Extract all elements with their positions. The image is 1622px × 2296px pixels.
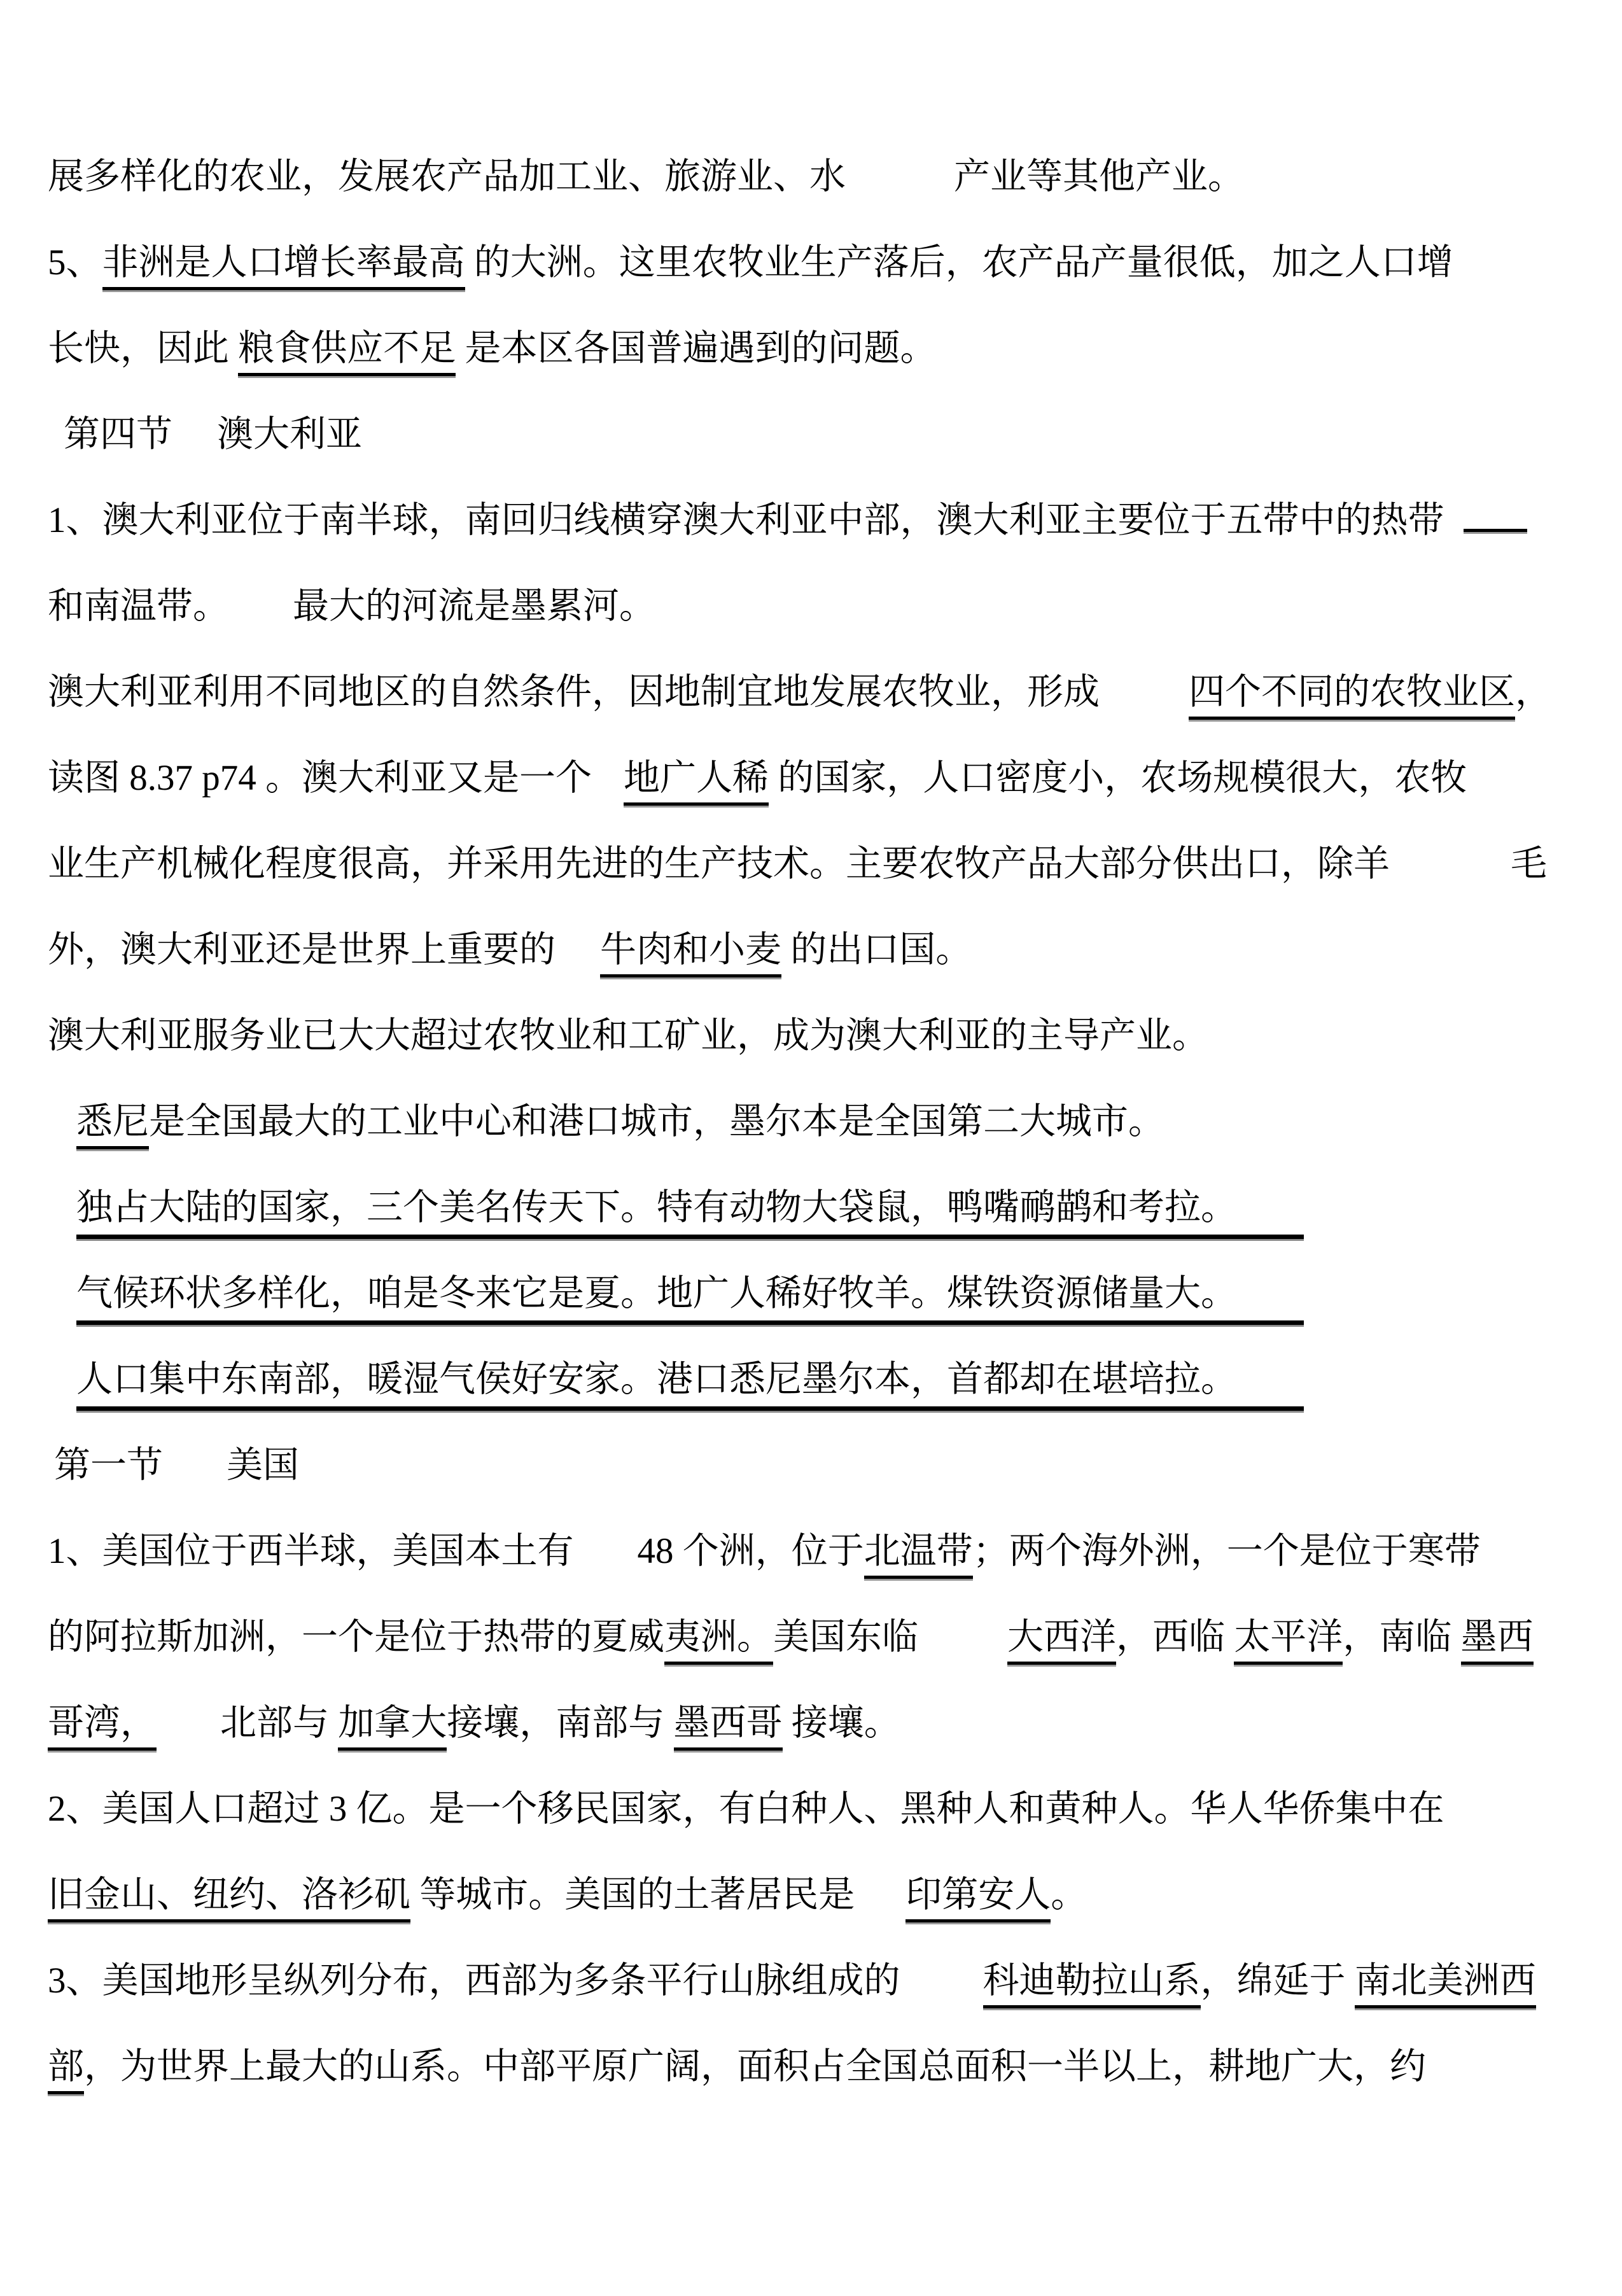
text-line bbox=[48, 305, 1584, 391]
underlined-text: 加拿大 bbox=[338, 1703, 447, 1751]
text-run: 5、 bbox=[48, 242, 102, 283]
underlined-text: 太平洋 bbox=[1234, 1617, 1343, 1665]
spacer bbox=[846, 187, 954, 188]
text-run: 48 个洲，位于 bbox=[637, 1531, 864, 1571]
underlined-text: 地广人稀 bbox=[624, 758, 769, 806]
text-line bbox=[48, 1250, 1584, 1336]
text-run: 的大洲。这里农牧业生产落后，农产品产量很低，加之人口增 bbox=[465, 242, 1453, 283]
text-line bbox=[48, 2024, 1584, 2110]
text-line bbox=[48, 735, 1584, 821]
spacer bbox=[163, 1476, 227, 1477]
spacer bbox=[900, 1991, 983, 1992]
text-run: 澳大利亚 bbox=[217, 414, 362, 454]
underlined-text: 非洲是人口增长率最高 bbox=[102, 242, 465, 290]
text-run: 最大的河流是墨累河。 bbox=[293, 586, 655, 626]
underlined-text: 部 bbox=[48, 2047, 84, 2094]
text-run: ，为世界上最大的山系。中部平原广阔，面积占全国总面积一半以上，耕地广大，约 bbox=[84, 2047, 1426, 2087]
text-run: 展多样化的农业，发展农产品加工业、旅游业、水 bbox=[48, 157, 846, 197]
text-line bbox=[48, 563, 1584, 649]
text-run: ，绵延于 bbox=[1200, 1961, 1355, 2001]
text-line bbox=[48, 477, 1584, 563]
text-run: 是全国最大的工业中心和港口城市，墨尔本是全国第二大城市。 bbox=[149, 1102, 1164, 1142]
text-line bbox=[48, 1680, 1584, 1766]
text-line bbox=[48, 907, 1584, 993]
text-run: 。 bbox=[1051, 1875, 1087, 1915]
underlined-text: 墨西 bbox=[1461, 1617, 1534, 1665]
spacer bbox=[1444, 531, 1464, 532]
text-run: 业生产机械化程度很高，并采用先进的生产技术。主要农牧产品大部分供出口，除羊 bbox=[48, 844, 1390, 884]
text-line bbox=[48, 1079, 1584, 1165]
text-run: 澳大利亚利用不同地区的自然条件，因地制宜地发展农牧业，形成 bbox=[48, 672, 1100, 712]
text-line bbox=[48, 1336, 1584, 1422]
spacer bbox=[574, 1562, 638, 1563]
text-run: 2、美国人口超过 3 亿。是一个移民国家，有白种人、黑种人和黄种人。华人华侨集中在 bbox=[48, 1789, 1444, 1829]
fill-in-blank-line bbox=[1464, 496, 1527, 532]
text-run: ， bbox=[1515, 672, 1551, 712]
text-line bbox=[48, 1594, 1584, 1680]
underlined-text: 旧金山、纽约、洛衫矶 bbox=[48, 1875, 410, 1922]
underlined-text: 夷洲。 bbox=[664, 1617, 773, 1665]
text-run: ，西临 bbox=[1116, 1617, 1234, 1657]
spacer bbox=[592, 788, 624, 790]
spacer bbox=[157, 1733, 220, 1735]
text-run: 毛 bbox=[1511, 844, 1547, 884]
text-run: 读图 8.37 p74 。澳大利亚又是一个 bbox=[48, 758, 592, 798]
underlined-text: 气候环状多样化，咱是冬来它是夏。地广人稀好牧羊。煤铁资源储量大。 bbox=[76, 1273, 1304, 1325]
text-line bbox=[48, 649, 1584, 735]
text-line bbox=[48, 1508, 1584, 1594]
document-body bbox=[48, 134, 1584, 2110]
text-line bbox=[48, 1938, 1584, 2024]
text-line bbox=[48, 1165, 1584, 1250]
text-run: 美国东临 bbox=[773, 1617, 918, 1657]
text-line bbox=[48, 1766, 1584, 1852]
text-run: ，南临 bbox=[1343, 1617, 1461, 1657]
underlined-text: 墨西哥 bbox=[674, 1703, 783, 1751]
text-run: 是本区各国普遍遇到的问题。 bbox=[456, 328, 937, 368]
text-run: 澳大利亚服务业已大大超过农牧业和工矿业，成为澳大利亚的主导产业。 bbox=[48, 1016, 1208, 1056]
underlined-text: 四个不同的农牧业区 bbox=[1189, 672, 1515, 720]
text-run: 和南温带。 bbox=[48, 586, 229, 626]
text-run: 3、美国地形呈纵列分布，西部为多条平行山脉组成的 bbox=[48, 1961, 900, 2001]
text-run: 的国家，人口密度小，农场规模很大，农牧 bbox=[769, 758, 1467, 798]
text-run: 1、澳大利亚位于南半球，南回归线横穿澳大利亚中部，澳大利亚主要位于五带中的热带 bbox=[48, 500, 1444, 540]
text-run: 北部与 bbox=[220, 1703, 339, 1743]
spacer bbox=[172, 445, 217, 446]
underlined-text: 科迪勒拉山系 bbox=[983, 1961, 1201, 2008]
spacer bbox=[1390, 874, 1511, 876]
underlined-text: 独占大陆的国家，三个美名传天下。特有动物大袋鼠，鸭嘴鸸鹋和考拉。 bbox=[76, 1187, 1304, 1239]
text-run: 产业等其他产业。 bbox=[954, 157, 1244, 197]
underlined-text: 北温带 bbox=[864, 1531, 973, 1579]
spacer bbox=[855, 1905, 905, 1907]
underlined-text: 大西洋 bbox=[1007, 1617, 1116, 1665]
spacer bbox=[1100, 703, 1189, 704]
text-run: 外，澳大利亚还是世界上重要的 bbox=[48, 930, 556, 970]
text-run: ；两个海外洲，一个是位于寒带 bbox=[972, 1531, 1481, 1571]
spacer bbox=[229, 617, 293, 618]
underlined-text: 悉尼 bbox=[76, 1102, 149, 1149]
text-run: 美国 bbox=[227, 1445, 299, 1485]
text-line bbox=[48, 1422, 1584, 1508]
text-run: 长快，因此 bbox=[48, 328, 239, 368]
text-line bbox=[48, 220, 1584, 305]
text-run: 的出口国。 bbox=[781, 930, 972, 970]
underlined-text: 粮食供应不足 bbox=[238, 328, 456, 376]
text-line bbox=[48, 821, 1584, 907]
underlined-text: 南北美洲西 bbox=[1355, 1961, 1536, 2008]
text-run: 的阿拉斯加洲，一个是位于热带的夏威 bbox=[48, 1617, 664, 1657]
underlined-text: 人口集中东南部，暖湿气侯好安家。港口悉尼墨尔本，首都却在堪培拉。 bbox=[76, 1359, 1304, 1411]
underlined-text: 牛肉和小麦 bbox=[600, 930, 781, 977]
text-line bbox=[48, 993, 1584, 1079]
spacer bbox=[918, 1648, 1007, 1649]
text-line bbox=[48, 1852, 1584, 1938]
text-run: 第四节 bbox=[64, 414, 172, 454]
text-run: 等城市。美国的土著居民是 bbox=[410, 1875, 855, 1915]
text-line bbox=[48, 391, 1584, 477]
text-run: 第一节 bbox=[54, 1445, 163, 1485]
text-run: 接壤，南部与 bbox=[447, 1703, 674, 1743]
spacer bbox=[556, 960, 600, 962]
text-run: 1、美国位于西半球，美国本土有 bbox=[48, 1531, 574, 1571]
text-run: 接壤。 bbox=[782, 1703, 900, 1743]
underlined-text: 哥湾， bbox=[48, 1703, 157, 1751]
text-line bbox=[48, 134, 1584, 220]
underlined-text: 印第安人 bbox=[905, 1875, 1051, 1922]
